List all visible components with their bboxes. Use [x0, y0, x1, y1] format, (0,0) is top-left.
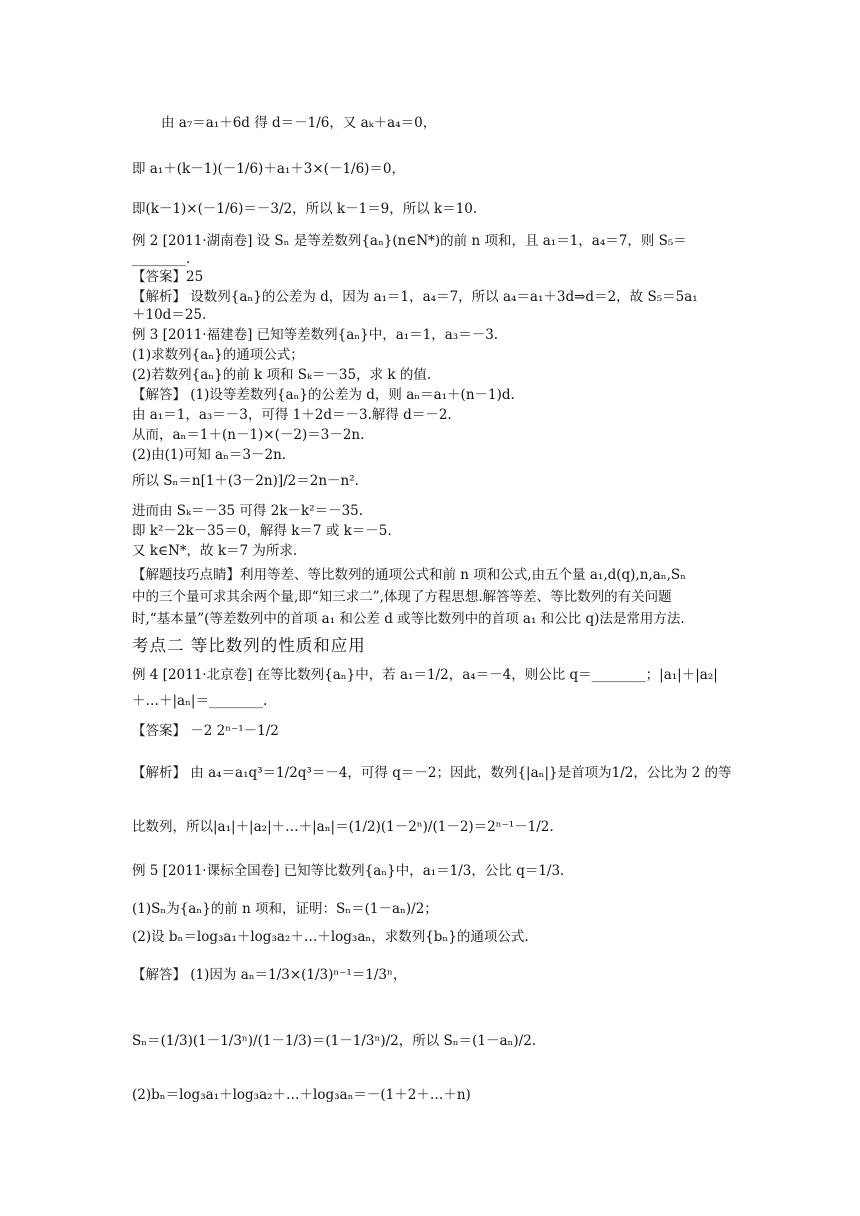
text-line: 又 k∈N*，故 k＝7 为所求. — [132, 543, 298, 559]
text-line: 【解答】 (1)设等差数列{aₙ}的公差为 d，则 aₙ＝a₁＋(n－1)d. — [132, 387, 515, 403]
text-line: 即 a₁＋(k－1)(－1/6)＋a₁＋3×(－1/6)＝0， — [132, 161, 406, 177]
text-line: 【解析】 由 a₄＝a₁q³＝1/2q³＝－4，可得 q＝－2；因此，数列{|aₙ|}是首项为1/2，公比为 2 的等 — [132, 765, 732, 781]
text-line: ＋…＋|aₙ|＝________. — [132, 693, 268, 709]
text-line: 由 a₇＝a₁＋6d 得 d＝－1/6，又 aₖ＋a₄＝0， — [161, 115, 437, 131]
example-4-heading: 例 4 [2011·北京卷] 在等比数列{aₙ}中，若 a₁＝1/2，a₄＝－4，则公比 q＝________；|a₁|＋|a₂| — [132, 667, 718, 683]
text-line: Sₙ＝(1/3)(1－1/3ⁿ)/(1－1/3)＝(1－1/3ⁿ)/2，所以 Sₙ＝(1－aₙ)/2. — [132, 1033, 537, 1049]
text-line: 所以 Sₙ＝n[1＋(3－2n)]/2＝2n－n². — [132, 473, 359, 489]
example-2-heading: 例 2 [2011·湖南卷] 设 Sₙ 是等差数列{aₙ}(n∈N*)的前 n 项和，且 a₁＝1，a₄＝7，则 S₅＝ — [132, 233, 687, 249]
text-line: (2)设 bₙ＝log₃a₁＋log₃a₂＋…＋log₃aₙ，求数列{bₙ}的通项公式. — [132, 929, 529, 945]
text-line: (1)Sₙ为{aₙ}的前 n 项和，证明：Sₙ＝(1－aₙ)/2； — [132, 901, 438, 917]
text-line: (2)若数列{aₙ}的前 k 项和 Sₖ＝－35，求 k 的值. — [132, 367, 432, 383]
text-line: ________. — [132, 251, 191, 267]
text-line: 时,“基本量”(等差数列中的首项 a₁ 和公差 d 或等比数列中的首项 a₁ 和公比 q)法是常用方法. — [132, 611, 685, 627]
text-line: 【解题技巧点睛】利用等差、等比数列的通项公式和前 n 项和公式,由五个量 a₁,d(q),n,aₙ,Sₙ — [132, 567, 686, 583]
example-3-heading: 例 3 [2011·福建卷] 已知等差数列{aₙ}中，a₁＝1，a₃＝－3. — [132, 327, 499, 343]
answer-label: 【答案】25 — [132, 269, 204, 285]
text-line: (2)bₙ＝log₃a₁＋log₃a₂＋…＋log₃aₙ＝－(1＋2＋…＋n) — [132, 1087, 471, 1103]
text-line: (2)由(1)可知 aₙ＝3－2n. — [132, 447, 287, 463]
text-line: 进而由 Sₖ＝－35 可得 2k－k²＝－35. — [132, 503, 364, 519]
text-line: (1)求数列{aₙ}的通项公式； — [132, 347, 304, 363]
text-line: 【解答】 (1)因为 aₙ＝1/3×(1/3)ⁿ⁻¹＝1/3ⁿ， — [132, 967, 407, 983]
example-5-heading: 例 5 [2011·课标全国卷] 已知等比数列{aₙ}中，a₁＝1/3，公比 q＝1/3. — [132, 863, 565, 879]
section-heading: 考点二 等比数列的性质和应用 — [132, 636, 366, 655]
text-line: 即(k－1)×(－1/6)＝－3/2，所以 k－1＝9，所以 k＝10. — [132, 201, 478, 217]
text-line: 即 k²－2k－35＝0，解得 k＝7 或 k＝－5. — [132, 523, 392, 539]
text-line: 中的三个量可求其余两个量,即“知三求二”,体现了方程思想.解答等差、等比数列的有关问题 — [132, 589, 672, 605]
text-line: ＋10d＝25. — [132, 307, 207, 323]
text-line: 由 a₁＝1，a₃＝－3，可得 1＋2d＝－3.解得 d＝－2. — [132, 407, 452, 423]
text-line: 比数列，所以|a₁|＋|a₂|＋…＋|aₙ|＝(1/2)(1－2ⁿ)/(1－2)＝2ⁿ⁻¹－1/2. — [132, 819, 554, 835]
answer-label: 【答案】 －2 2ⁿ⁻¹－1/2 — [132, 723, 279, 739]
text-line: 从而，aₙ＝1＋(n－1)×(－2)＝3－2n. — [132, 427, 365, 443]
text-line: 【解析】 设数列{aₙ}的公差为 d，因为 a₁＝1，a₄＝7，所以 a₄＝a₁＋3d⇒d＝2，故 S₅＝5a₁ — [132, 289, 698, 305]
